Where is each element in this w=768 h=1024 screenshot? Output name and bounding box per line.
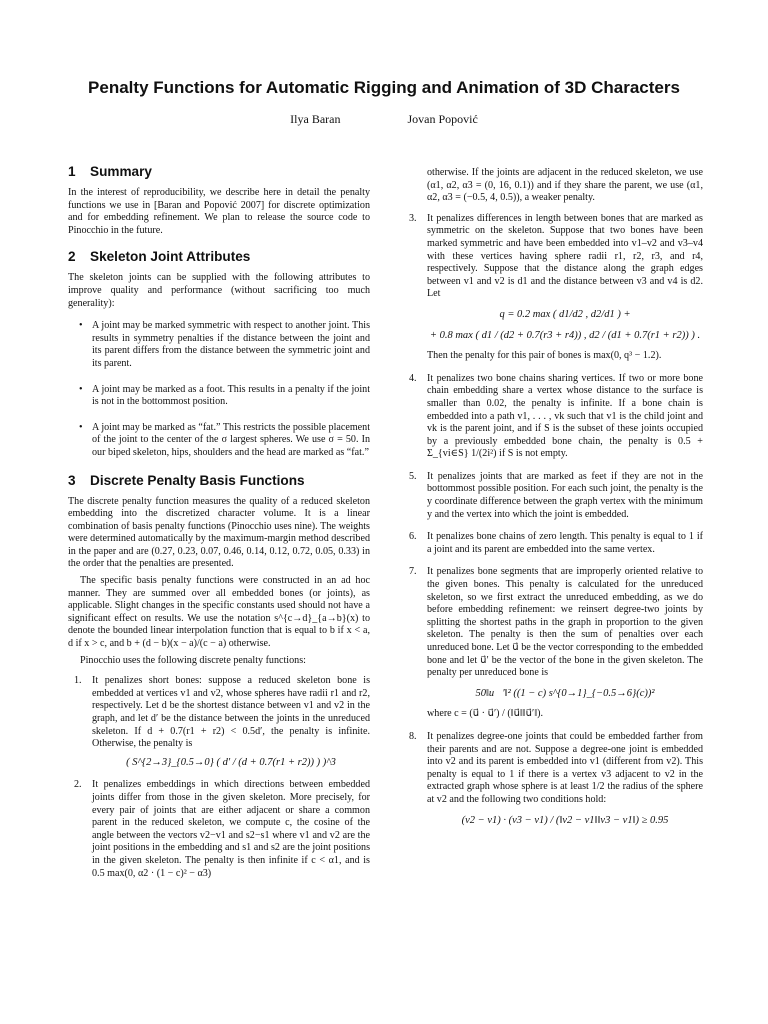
list-item: • A joint may be marked as a foot. This results in a penalty if the joint is not in the bottommost position. (79, 383, 370, 408)
penalty-item-2: 2. It penalizes embeddings in which directions between embedded joints differ from those in the given skeleton. More precisely, for every pair of joints that are either adjacent or share a common parent in the reduced skeleton, we compute c, the cosine of the angle between the vectors v2−v1 and s2−s1 where v1 and v2 are the joint positions in the embedding and s1 and s2 are the joint positions in the given skeleton. The penalty is then infinite if c < α1, and is 0.5 max(0, α2 · (1 − c)² − α3) (74, 779, 370, 879)
equation-8: (v2 − v1) · (v3 − v1) / (‖v2 − v1‖‖v3 − v1‖) ≥ 0.95 (461, 814, 669, 826)
equation-7: 50‖u⃗′‖² ((1 − c) s^{0→1}_{−0.5→6}(c))² (475, 687, 655, 699)
penalty-list-right (403, 213, 703, 827)
section-3-heading: 3 Discrete Penalty Basis Functions (68, 472, 305, 488)
author-list (0, 112, 768, 127)
penalty-item-4: 4. It penalizes two bone chains sharing vertices. If two or more bone chain embedding share a vertex whose distance to the surface is smaller than 0.02, the penalty is infinite. If a bone chain is embedded into a path v1, . . . , vk such that v1 is the child joint and vk is the parent joint, and if S is the subset of these joints occupied by a previously embedded bone chain, the penalty is 0.5 + Σ_{vi∈S} 1/(2i²) if S is not empty. (409, 372, 703, 460)
penalty-item-1: 1. It penalizes short bones: suppose a reduced skeleton bone is embedded at vertices v1 and v2, whose spheres have radii r1 and r2, respectively. Let d be the shortest distance between v1 and v2 in the graph, and let d′ be the distance between the joints in the unreduced skeleton. If d + 0.7(r1 + r2) < 0.5d′, the penalty is infinite. Otherwise, the penalty is ( S^{2→3}_{0.5→0} ( d′ / (d + 0.7(r1 + r2)) ) )^3 (74, 675, 370, 768)
author-2: Jovan Popović (407, 112, 478, 126)
equation-3b: + 0.8 max ( d1 / (d2 + 0.7(r3 + r4)) , d2 / (d1 + 0.7(r1 + r2)) ) . (429, 329, 701, 341)
penalty-item-5: 5. It penalizes joints that are marked as feet if they are not in the bottommost possible position. For each such joint, the penalty is the y coordinate difference between the graph vertex with the minimum y and the vertex into which the joint is embedded. (409, 470, 703, 520)
author-1: Ilya Baran (290, 112, 341, 126)
section-3-para-3: Pinocchio uses the following discrete penalty functions: (80, 654, 306, 666)
left-column (68, 164, 370, 890)
joint-attribute-list (68, 320, 370, 459)
penalty-item-3: 3. It penalizes differences in length between bones that are marked as symmetric on the skeleton. Suppose that two bones have been marked symmetric and have been embedded into v1–v2 and v3–v4 with these vertices having sphere radii r1, r2, r3, and r4, respectively. Suppose that the distance along the graph edges between v1 and v2 is d1 and the distance between v3 and v4 is d2. Let q = 0.2 max ( d1/d2 , d2/d1 ) + + 0.8 max ( d1 / (d2 + 0.7(r3 + r4)) , d2 / (d1 + 0.7(r1 + r2)) ) . Then the penalty for this pair of bones is max(0, q³ − 1.2). (409, 212, 703, 362)
section-2-intro: The skeleton joints can be supplied with the following attributes to improve quality and performance (without sacrificing too much generality): (68, 272, 370, 309)
penalty-item-7: 7. It penalizes bone segments that are improperly oriented relative to the given bones. This penalty is calculated for the unreduced skeleton, so we first extract the unreduced embedding, as we do before embedding refinement: we reinsert degree-two joints by splitting the shortest paths in the graph in proportion to the given skeleton. The penalty is then the sum of penalties over each unreduced bone. Let u⃗ be the vector corresponding to the embedded bone and let u⃗′ be the vector of the bone in the given skeleton. The penalty per unreduced bone is 50‖u⃗′‖² ((1 − c) s^{0→1}_{−0.5→6}(c))² where c = (u⃗ · u⃗′) / (‖u⃗‖‖u⃗′‖). (409, 566, 703, 720)
equation-3a: q = 0.2 max ( d1/d2 , d2/d1 ) + (499, 308, 631, 320)
list-item: • A joint may be marked symmetric with respect to another joint. This results in symmetry penalties if the distance between the joint and its parent differs from the distance between the symmetric joint and its parent. (79, 320, 370, 369)
penalty-item-6: 6. It penalizes bone chains of zero length. This penalty is equal to 1 if a joint and its parent are embedded into the same vertex. (409, 531, 703, 555)
paper-title: Penalty Functions for Automatic Rigging and Animation of 3D Characters (88, 78, 680, 97)
equation-1: ( S^{2→3}_{0.5→0} ( d′ / (d + 0.7(r1 + r2)) ) )^3 (126, 756, 336, 768)
section-1-heading: 1 Summary (68, 164, 152, 179)
list-item: • A joint may be marked as “fat.” This restricts the possible placement of the joint to the center of the σ largest spheres. We use σ = 50. In our biped skeleton, hips, shoulders and the head are marked as “fat.” (79, 421, 370, 458)
penalty-item-8: 8. It penalizes degree-one joints that could be embedded farther from their parents and are not. Suppose a degree-one joint is embedded into v2 and its parent is embedded into v1 (different from v2). This penalty is equal to 1 if there is a vertex v3 adjacent to v2 in the extracted graph whose sphere is at least 1/2 the radius of the sphere at v2 and the following two conditions hold: (v2 − v1) · (v3 − v1) / (‖v2 − v1‖‖v3 − v1‖) ≥ 0.95 (409, 730, 703, 826)
right-column (403, 167, 703, 837)
section-1-text: In the interest of reproducibility, we describe here in detail the penalty functions we use in [Baran and Popović 2007] for discrete optimization and for embedding refinement. We plan to release the source code to Pinocchio in the future. (68, 187, 370, 236)
penalty-list-left (68, 675, 370, 880)
section-3-para-2: The specific basis penalty functions were constructed in an ad hoc manner. They are summed over all embedded bones (or joints), as applicable. Slight changes in the specific constants used should not have a significant effect on results. We use the notation s^{c→d}_{a→b}(x) to denote the bounded linear interpolation function that is equal to b if x < a, d if x > c, and b + (d − b)(x − a)/(c − a) otherwise. (68, 575, 370, 650)
section-2-heading: 2 Skeleton Joint Attributes (68, 249, 251, 265)
section-3-para-1: The discrete penalty function measures the quality of a reduced skeleton embedding into the discretized character volume. It is a linear combination of basis penalty functions (Pinocchio uses nine). The weights were determined automatically by the maximum-margin method described in the paper and are (0.27, 0.23, 0.07, 0.46, 0.14, 0.12, 0.72, 0.05, 0.33) in the order that the penalties are presented. (68, 495, 370, 570)
penalty-2-continuation: otherwise. If the joints are adjacent in the reduced skeleton, we use (α1, α2, α3 = (0, 16, 0.1)) and if they share the parent, we use (α1, α2, α3 = (−0.5, 4, 0.5)), a weaker penalty. (427, 167, 703, 204)
